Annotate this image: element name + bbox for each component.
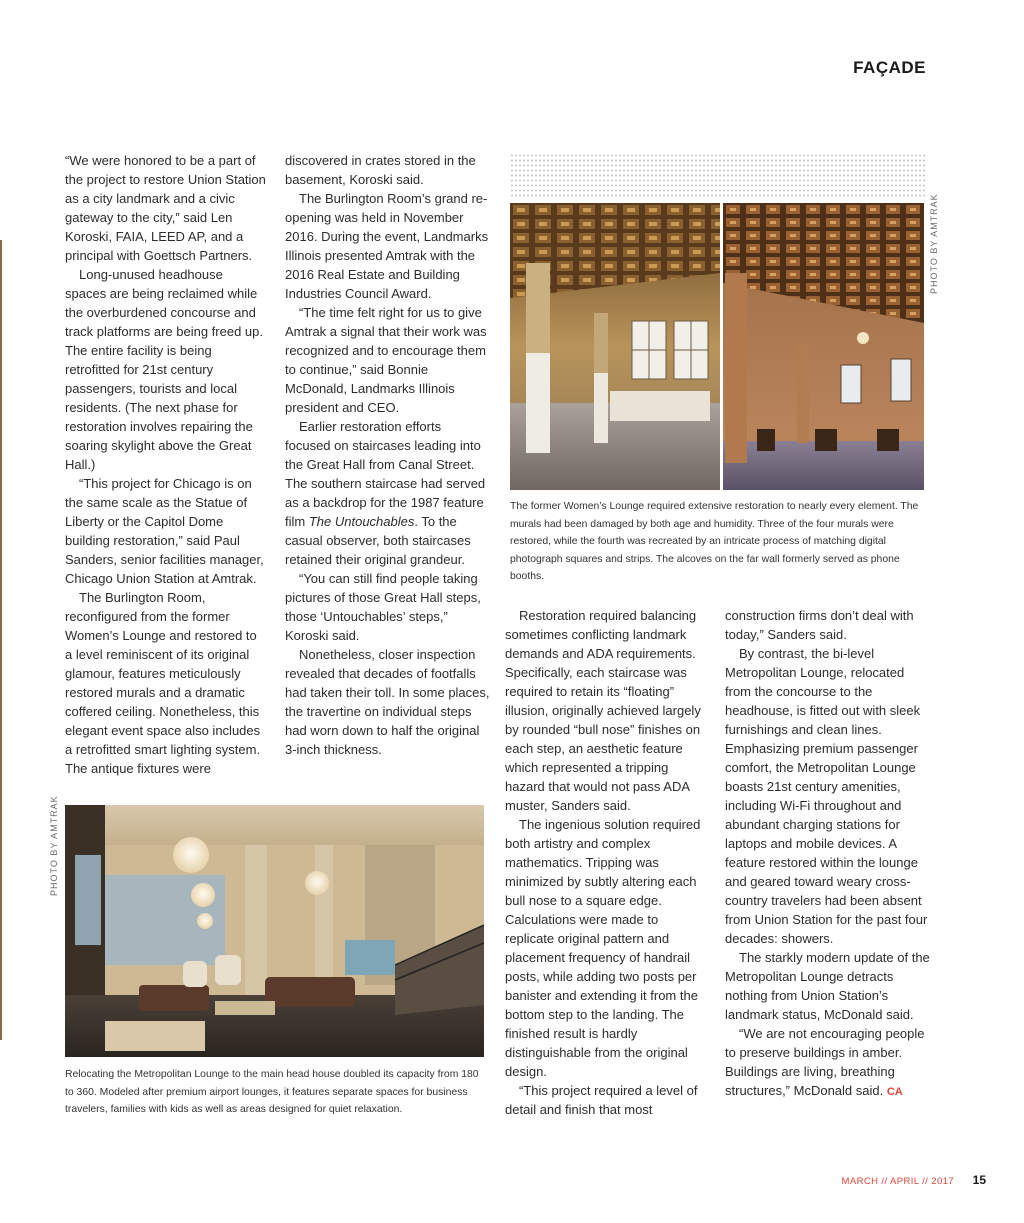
paragraph: “This project for Chicago is on the same scale as the Statue of Liberty or the Capitol Dome building restoration,” said Paul Sanders, senior facilities manager, Chicago Union Station at Amtrak.: [65, 476, 264, 586]
issue-date: MARCH // APRIL // 2017: [841, 1176, 954, 1187]
end-mark: CA: [886, 1086, 903, 1098]
film-title: The Untouchables: [308, 514, 415, 529]
page-number: 15: [972, 1173, 986, 1187]
paragraph: The Burlington Room, reconfigured from the former Women’s Lounge and restored to a level reminiscent of its original glamour, features meticulously restored murals and a dramatic coffered ceiling. Nonetheless, this elegant event space also includes a retrofitted smart lighting system. The antique fixtures were: [65, 590, 261, 776]
photo-credit: PHOTO BY AMTRAK: [929, 193, 939, 294]
paragraph-text: “We are not encouraging people to preserve buildings in amber. Buildings are living, breathing structures,” McDonald said.: [725, 1026, 925, 1098]
womens-lounge-photo-left: [510, 203, 720, 490]
photo-caption: Relocating the Metropolitan Lounge to the main head house doubled its capacity from 180 to 360. Modeled after premium airport lounges, it features separate spaces for business travelers, families with kids as well as areas designed for quiet relaxation.: [65, 1069, 479, 1115]
paragraph: Long-unused headhouse spaces are being reclaimed while the overburdened concourse and track platforms are being freed up. The entire facility is being retrofitted for 21st century passengers, tourists and local residents. (The next phase for restoration involves repairing the soaring skylight above the Great Hall.): [65, 267, 263, 472]
photo-caption: The former Women’s Lounge required extensive restoration to nearly every element. The murals had been damaged by both age and humidity. Three of the four murals were restored, while the fourth was recreated by an intricate process of matching digital photograph squares and strips. The alcoves on the far wall formerly served as phone booths.: [510, 501, 919, 582]
paragraph: [285, 417, 490, 569]
paragraph-text: . To the casual observer, both staircases retained their original grandeur.: [285, 514, 471, 567]
article-column-2: [285, 151, 490, 759]
paragraph: Nonetheless, closer inspection revealed that decades of footfalls had taken their toll. In some places, the travertine on individual steps had worn down to half the original 3-inch thickness.: [285, 647, 490, 757]
article-column-3: [505, 606, 710, 1119]
paragraph: [725, 1024, 930, 1102]
paragraph: construction firms don’t deal with today,” Sanders said.: [725, 608, 914, 642]
paragraph: “You can still find people taking pictures of those Great Hall steps, those ‘Untouchables’ steps,” Koroski said.: [285, 571, 481, 643]
dot-pattern-decoration: [510, 153, 925, 199]
womens-lounge-photo-right: [723, 203, 924, 490]
paragraph: “This project required a level of detail and finish that most: [505, 1083, 698, 1117]
paragraph: By contrast, the bi-level Metropolitan Lounge, relocated from the concourse to the headhouse, is fitted out with sleek furnishings and clean lines. Emphasizing premium passenger comfort, the Metropolitan Lounge boasts 21st century amenities, including Wi-Fi throughout and abundant charging stations for laptops and mobile devices. A feature restored within the lounge and geared toward weary cross-country travelers had been absent from Union Station for the past four decades: showers.: [725, 646, 928, 946]
page-edge-rule: [0, 240, 2, 1040]
paragraph-text: Earlier restoration efforts focused on staircases leading into the Great Hall from Canal Street. The southern staircase had served as a backdrop for the 1987 feature film: [285, 419, 486, 529]
paragraph: Restoration required balancing sometimes conflicting landmark demands and ADA requirements. Specifically, each staircase was required to retain its “floating” illusion, originally achieved largely by rounded “bull nose” finishes on each step, an aesthetic feature which represented a tripping hazard that would not pass ADA muster, Sanders said.: [505, 608, 701, 813]
photo-credit: PHOTO BY AMTRAK: [49, 795, 59, 896]
section-label: FAÇADE: [853, 58, 926, 77]
paragraph: The ingenious solution required both artistry and complex mathematics. Tripping was minimized by subtly altering each bull nose to a square edge. Calculations were made to replicate original pattern and placement frequency of handrail posts, while adding two posts per banister and extending it from the bottom step to the landing. The finished result is hardly distinguishable from the original design.: [505, 817, 701, 1079]
paragraph: The starkly modern update of the Metropolitan Lounge detracts nothing from Union Station’s landmark status, McDonald said.: [725, 950, 930, 1022]
paragraph: discovered in crates stored in the basement, Koroski said.: [285, 153, 476, 187]
metropolitan-lounge-photo: [65, 805, 484, 1057]
article-column-1: [65, 151, 267, 778]
paragraph: The Burlington Room’s grand re-opening was held in November 2016. During the event, Landmarks Illinois presented Amtrak with the 2016 Real Estate and Building Industries Council Award.: [285, 191, 489, 301]
paragraph: “We were honored to be a part of the project to restore Union Station as a city landmark and a civic gateway to the city,” said Len Koroski, FAIA, LEED AP, and a principal with Goettsch Partners.: [65, 153, 266, 263]
article-column-4: [725, 606, 930, 1102]
paragraph: “The time felt right for us to give Amtrak a signal that their work was recognized and to encourage them to continue,” said Bonnie McDonald, Landmarks Illinois president and CEO.: [285, 305, 487, 415]
